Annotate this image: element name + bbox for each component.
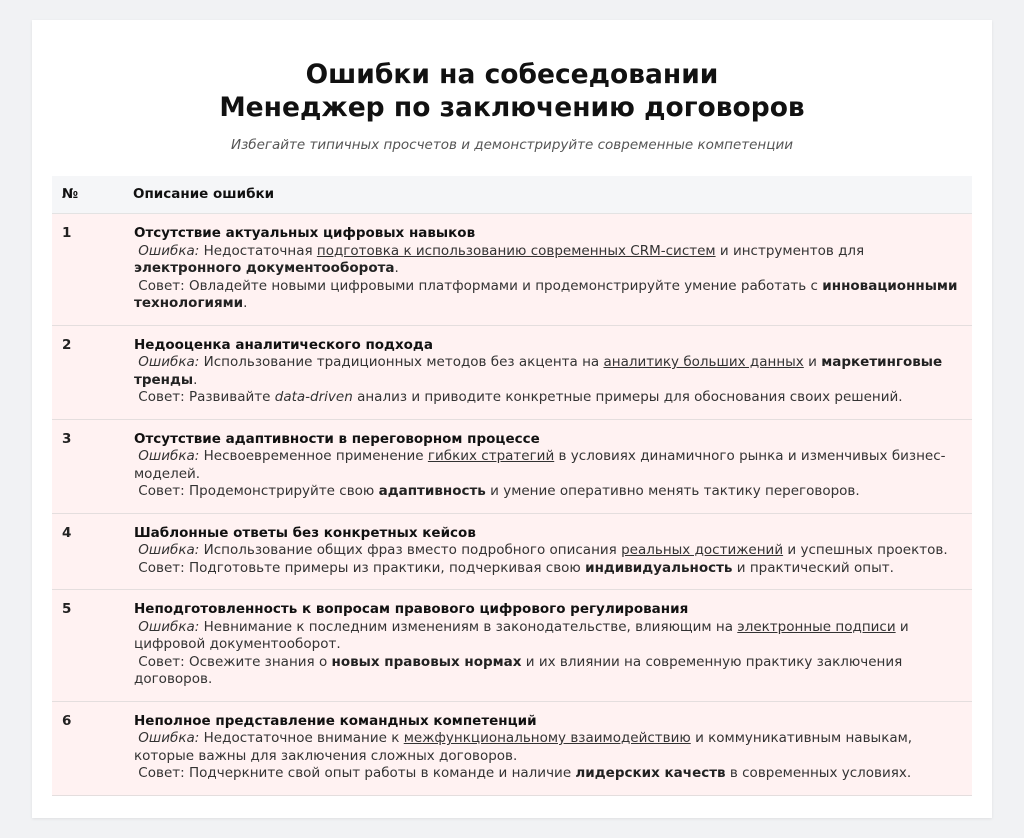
mistake-error bbox=[134, 448, 962, 483]
mistake-error bbox=[134, 354, 962, 389]
row-number: 3 bbox=[52, 419, 133, 513]
mistakes-table bbox=[52, 176, 972, 796]
mistake-title: Шаблонные ответы без конкретных кейсов bbox=[134, 524, 476, 541]
advice-text: в современных условиях. bbox=[729, 765, 912, 781]
table-row bbox=[52, 419, 972, 513]
title-line-1: Ошибки на собеседовании bbox=[305, 59, 719, 90]
error-text: и успешных проектов. bbox=[787, 542, 948, 558]
advice-label: Совет: bbox=[138, 483, 185, 499]
mistake-advice bbox=[134, 654, 962, 689]
error-text: Использование общих фраз вместо подробного описания bbox=[203, 542, 617, 558]
error-label: Ошибка: bbox=[138, 354, 200, 370]
advice-italic: data-driven bbox=[274, 389, 353, 405]
error-highlight: подготовка к использованию современных CRM-систем bbox=[316, 242, 716, 259]
row-number: 2 bbox=[52, 325, 133, 419]
title-line-2: Менеджер по заключению договоров bbox=[219, 92, 805, 123]
error-emphasis: маркетинговые тренды bbox=[134, 354, 943, 388]
row-description bbox=[133, 214, 972, 326]
mistake-advice bbox=[134, 483, 962, 501]
row-description bbox=[133, 513, 972, 590]
mistake-advice bbox=[134, 560, 962, 578]
error-label: Ошибка: bbox=[138, 542, 200, 558]
advice-emphasis: инновационными технологиями bbox=[134, 277, 958, 311]
page-subtitle: Избегайте типичных просчетов и демонстрируйте современные компетенции bbox=[231, 137, 793, 153]
mistake-title: Отсутствие адаптивности в переговорном процессе bbox=[134, 430, 540, 447]
error-text: Несвоевременное применение bbox=[203, 448, 424, 464]
table-row bbox=[52, 590, 972, 702]
advice-label: Совет: bbox=[138, 277, 185, 294]
error-text: . bbox=[193, 371, 198, 388]
column-header-number: № bbox=[52, 176, 133, 214]
advice-text: Подготовьте примеры из практики, подчеркивая свою bbox=[188, 559, 581, 576]
error-text: Использование традиционных методов без акцента на bbox=[203, 354, 600, 370]
error-text: Недостаточная bbox=[203, 242, 313, 259]
mistake-title: Отсутствие актуальных цифровых навыков bbox=[134, 225, 476, 241]
column-header-description: Описание ошибки bbox=[133, 176, 972, 214]
error-highlight: гибких стратегий bbox=[427, 448, 555, 464]
mistake-error bbox=[134, 542, 962, 560]
error-text: и инструментов для bbox=[719, 242, 865, 259]
advice-label: Совет: bbox=[138, 765, 185, 781]
error-label: Ошибка: bbox=[138, 242, 200, 259]
error-label: Ошибка: bbox=[138, 618, 200, 635]
mistake-advice bbox=[134, 389, 962, 407]
advice-text: Овладейте новыми цифровыми платформами и продемонстрируйте умение работать с bbox=[188, 277, 818, 294]
page-title bbox=[32, 20, 992, 124]
row-number: 6 bbox=[52, 701, 133, 795]
advice-label: Совет: bbox=[138, 559, 185, 576]
row-description bbox=[133, 419, 972, 513]
error-highlight: межфункциональному взаимодействию bbox=[403, 730, 691, 746]
advice-emphasis: адаптивность bbox=[378, 483, 486, 499]
advice-label: Совет: bbox=[138, 653, 185, 670]
table-header-row bbox=[52, 176, 972, 214]
advice-text: Продемонстрируйте свою bbox=[188, 483, 375, 499]
mistake-title: Неполное представление командных компетенций bbox=[134, 712, 537, 729]
mistake-error bbox=[134, 730, 962, 765]
table-row bbox=[52, 325, 972, 419]
advice-text: и практический опыт. bbox=[736, 559, 894, 576]
error-highlight: реальных достижений bbox=[621, 542, 784, 558]
mistake-error bbox=[134, 243, 962, 278]
table-row bbox=[52, 513, 972, 590]
advice-emphasis: индивидуальность bbox=[585, 559, 733, 576]
error-highlight: электронные подписи bbox=[737, 618, 896, 635]
table-row bbox=[52, 701, 972, 795]
row-number: 5 bbox=[52, 590, 133, 702]
mistake-title: Недооценка аналитического подхода bbox=[134, 336, 433, 353]
advice-text: и их влиянии на современную практику заключения договоров. bbox=[134, 653, 903, 687]
row-number: 1 bbox=[52, 214, 133, 326]
row-description bbox=[133, 590, 972, 702]
advice-text: Развивайте bbox=[188, 389, 271, 405]
error-text: в условиях динамичного рынка и изменчивых бизнес-моделей. bbox=[134, 448, 946, 482]
mistake-advice bbox=[134, 765, 962, 783]
advice-text: анализ и приводите конкретные примеры для обоснования своих решений. bbox=[357, 389, 903, 405]
mistake-title: Неподготовленность к вопросам правового цифрового регулирования bbox=[134, 601, 689, 617]
error-highlight: аналитику больших данных bbox=[603, 354, 804, 370]
error-text: и цифровой документооборот. bbox=[134, 618, 909, 652]
error-text: Недостаточное внимание к bbox=[203, 730, 400, 746]
error-text: и bbox=[808, 354, 817, 370]
table-row bbox=[52, 214, 972, 326]
advice-label: Совет: bbox=[138, 389, 185, 405]
advice-text: и умение оперативно менять тактику переговоров. bbox=[490, 483, 860, 499]
error-text: Невнимание к последним изменениям в законодательстве, влияющим на bbox=[203, 618, 733, 635]
advice-text: . bbox=[243, 295, 248, 311]
advice-text: Подчеркните свой опыт работы в команде и наличие bbox=[188, 765, 572, 781]
error-label: Ошибка: bbox=[138, 730, 200, 746]
error-label: Ошибка: bbox=[138, 448, 200, 464]
error-text: и коммуникативным навыкам, которые важны для заключения сложных договоров. bbox=[134, 730, 913, 764]
row-number: 4 bbox=[52, 513, 133, 590]
error-emphasis: электронного документооборота bbox=[134, 260, 395, 276]
advice-emphasis: новых правовых нормах bbox=[331, 653, 522, 670]
row-description bbox=[133, 325, 972, 419]
mistake-error bbox=[134, 619, 962, 654]
mistake-advice bbox=[134, 278, 962, 313]
row-description bbox=[133, 701, 972, 795]
error-text: . bbox=[394, 260, 399, 276]
advice-emphasis: лидерских качеств bbox=[575, 765, 726, 781]
advice-text: Освежите знания о bbox=[188, 653, 328, 670]
document-card bbox=[32, 20, 992, 818]
